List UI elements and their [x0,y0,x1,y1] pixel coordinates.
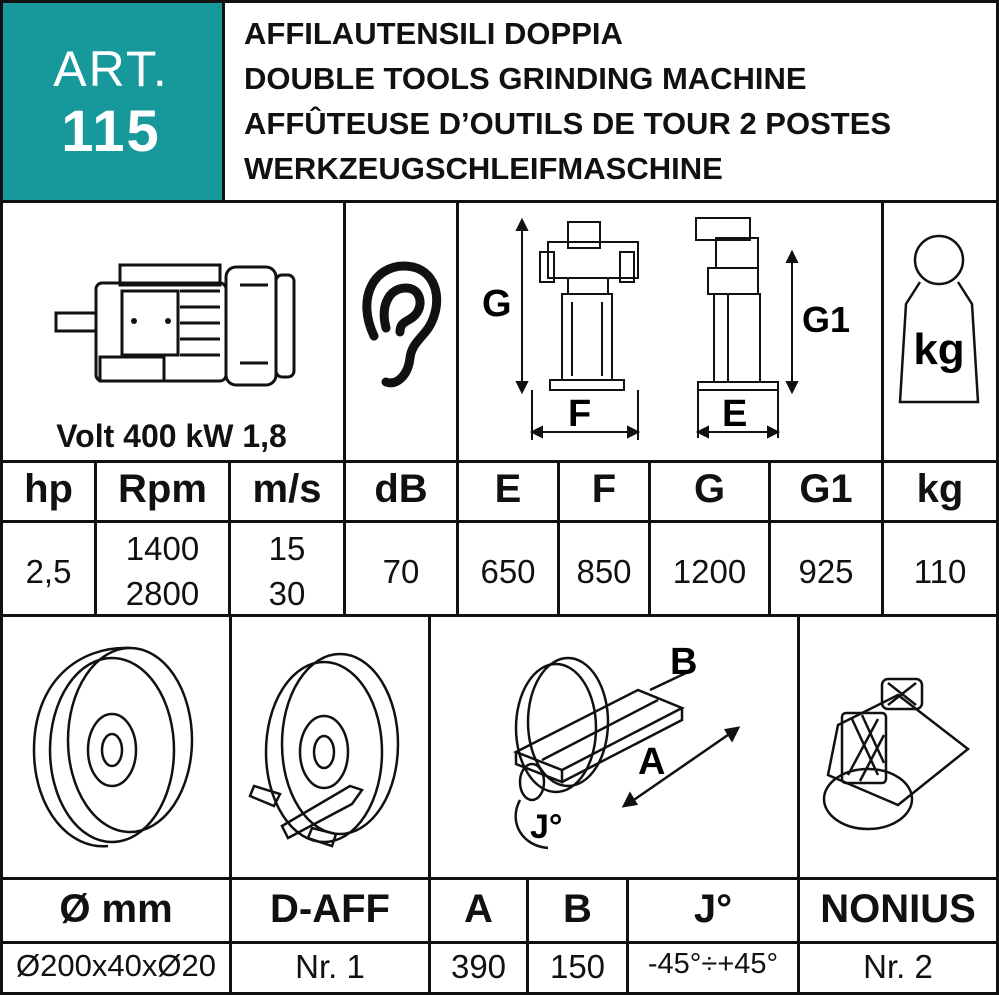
spec-g: 1200 [672,553,747,590]
spec-header-g: G [693,467,726,511]
label-e: E [722,393,748,435]
bottom-header-nonius: NONIUS [820,887,976,931]
nonius-knob-icon [808,665,988,835]
label-g1: G1 [802,299,851,340]
motor-icon [40,245,330,405]
spec-header-hp: hp [24,467,73,511]
bottom-daff: Nr. 1 [295,948,365,985]
grinding-wheel-icon [20,640,210,860]
bottom-header-daff: D-AFF [270,887,390,931]
title-english: DOUBLE TOOLS GRINDING MACHINE [244,61,807,96]
title-italian: AFFILAUTENSILI DOPPIA [244,16,623,51]
label-j: J° [530,808,563,846]
label-a: A [638,741,666,783]
spec-header-g1: G1 [799,467,853,511]
spec-header-kg: kg [916,467,964,511]
bottom-header-diameter: Ø mm [59,887,173,931]
bottom-a: 390 [450,948,507,985]
ear-icon [352,258,447,393]
motor-caption: Volt 400 kW 1,8 [56,418,287,454]
bottom-b: 150 [549,948,606,985]
spec-speed-high: 30 [268,575,306,612]
title-german: WERKZEUGSCHLEIFMASCHINE [244,151,723,186]
spec-e: 650 [480,553,536,590]
bottom-header-a: A [464,887,493,931]
spec-db: 70 [382,553,420,590]
label-g: G [482,283,512,325]
bottom-nonius: Nr. 2 [863,948,933,985]
tool-rest-diagram [438,632,793,872]
spec-header-db: dB [374,467,428,511]
bottom-j: -45°÷+45° [647,948,779,980]
spec-rpm-low: 1400 [125,530,200,567]
spec-hp: 2,5 [25,553,72,590]
label-b: B [670,641,698,683]
spec-kg: 110 [913,553,967,590]
spec-header-rpm: Rpm [118,467,207,511]
label-f: F [568,393,592,435]
label-kg: kg [913,325,965,374]
bottom-header-b: B [563,887,592,931]
spec-header-speed: m/s [252,467,322,511]
article-label: ART. [53,41,169,97]
spec-rpm-high: 2800 [125,575,200,612]
article-number: 115 [61,99,161,164]
machine-side-diagram [688,212,878,452]
spec-speed-low: 15 [268,530,306,567]
spec-f: 850 [576,553,632,590]
weight-icon [896,232,982,404]
spec-header-e: E [494,467,522,511]
spec-header-f: F [591,467,617,511]
wheel-dresser-icon [240,640,420,860]
title-french: AFFÛTEUSE D’OUTILS DE TOUR 2 POSTES [244,106,892,141]
spec-g1: 925 [798,553,854,590]
bottom-diameter: Ø200x40xØ20 [16,948,216,983]
machine-front-diagram [470,212,660,452]
bottom-header-j: J° [693,887,733,931]
